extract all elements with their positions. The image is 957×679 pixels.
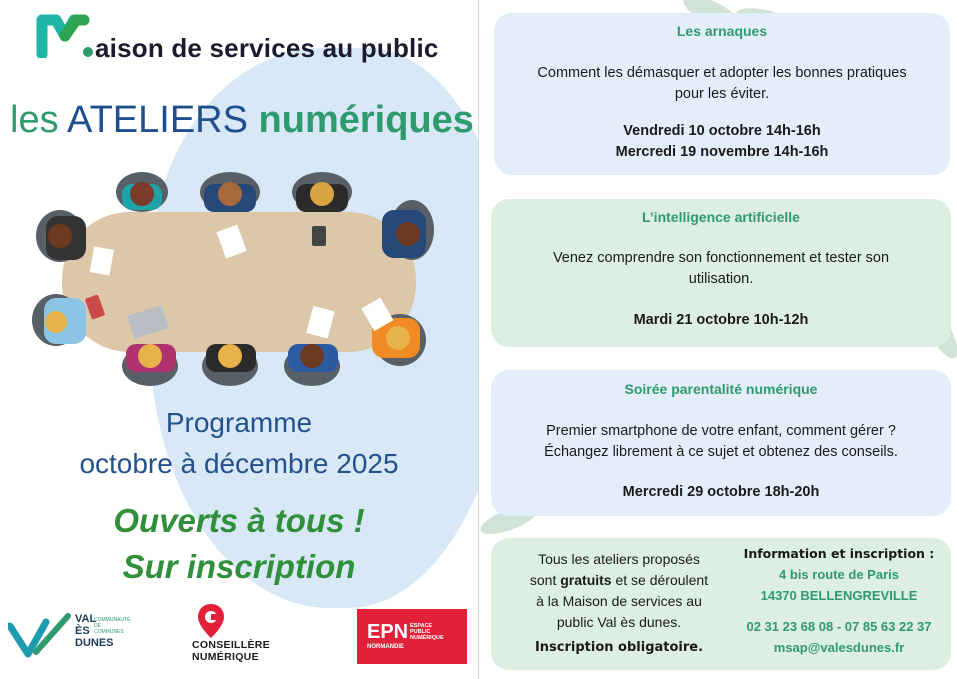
workshop-description: Comment les démasquer et adopter les bonnes pratiques pour les éviter. [537, 65, 907, 102]
workshop-card-parenting [491, 370, 951, 516]
headline-numeriques: numériques [258, 99, 474, 141]
location-pin-icon [196, 602, 226, 640]
contact-heading: Information et inscription : [743, 546, 935, 561]
person-top-1 [116, 172, 168, 212]
workshop-title: Soirée parentalité numérique [624, 381, 818, 397]
workshop-description: Venez comprendre son fonctionnement et tester son utilisation. [552, 250, 890, 287]
workshop-title: Les arnaques [676, 23, 768, 39]
msap-logo-icon [36, 12, 94, 58]
tagline-open: Ouverts à tous ! [113, 502, 365, 539]
address-line: 4 bis route de Paris [779, 567, 899, 582]
conseillere-numerique-label: CONSEILLÈRE NUMÉRIQUE [192, 639, 270, 663]
person-bottom-3 [284, 344, 340, 386]
val-es-dunes-name: VAL ÈS DUNES [75, 613, 114, 649]
workshop-dates: Mardi 21 octobre 10h-12h [633, 312, 809, 328]
info-card [491, 538, 951, 670]
mandatory-registration: Inscription obligatoire. [534, 640, 704, 655]
programme-label: Programme [165, 407, 313, 438]
tagline-registration: Sur inscription [122, 548, 356, 585]
workshop-card-ai [491, 199, 951, 347]
person-bottom-1 [122, 344, 178, 386]
phone-numbers[interactable]: 02 31 23 68 08 - 07 85 63 22 37 [746, 619, 932, 634]
workshop-title: L’intelligence artificielle [642, 209, 800, 225]
epn-acronym: EPN [367, 621, 409, 643]
person-left-top [36, 210, 86, 262]
left-panel [0, 0, 478, 679]
info-description: Tous les ateliers proposés sont gratuits et se déroulent à la Maison de services au public Val ès dunes. Inscription obligatoire. [503, 549, 735, 658]
epn-logo [357, 609, 467, 664]
headline-les: les [10, 99, 59, 141]
epn-region: NORMANDIE [367, 644, 404, 650]
header-title: aison de services au public [95, 33, 439, 63]
val-es-dunes-sub: COMMUNAUTÉ DE COMMUNES [94, 617, 131, 635]
postal-line: 14370 BELLENGREVILLE [760, 588, 918, 603]
workshop-description: Premier smartphone de votre enfant, comment gérer ? Échangez librement à ce sujet et obtenez des conseils. [544, 423, 898, 460]
person-bottom-2 [202, 344, 258, 386]
workshop-card-scams [494, 13, 950, 175]
headline-ateliers: ATELIERS [67, 99, 248, 141]
person-left-bottom [32, 294, 86, 346]
email-link[interactable]: msap@valesdunes.fr [773, 640, 905, 655]
epn-fullname: ESPACE PUBLIC NUMÉRIQUE [410, 623, 444, 641]
person-right-top [382, 200, 434, 260]
person-top-2 [200, 172, 260, 212]
contact-info [719, 543, 957, 658]
person-top-3 [292, 172, 352, 212]
right-panel [479, 0, 957, 679]
headline [10, 101, 474, 139]
workshop-dates: Vendredi 10 octobre 14h-16h Mercredi 19 novembre 14h-16h [615, 123, 829, 160]
workshop-dates: Mercredi 29 octobre 18h-20h [622, 484, 820, 500]
meeting-table-illustration [30, 170, 450, 390]
programme-period: octobre à décembre 2025 [79, 448, 399, 479]
